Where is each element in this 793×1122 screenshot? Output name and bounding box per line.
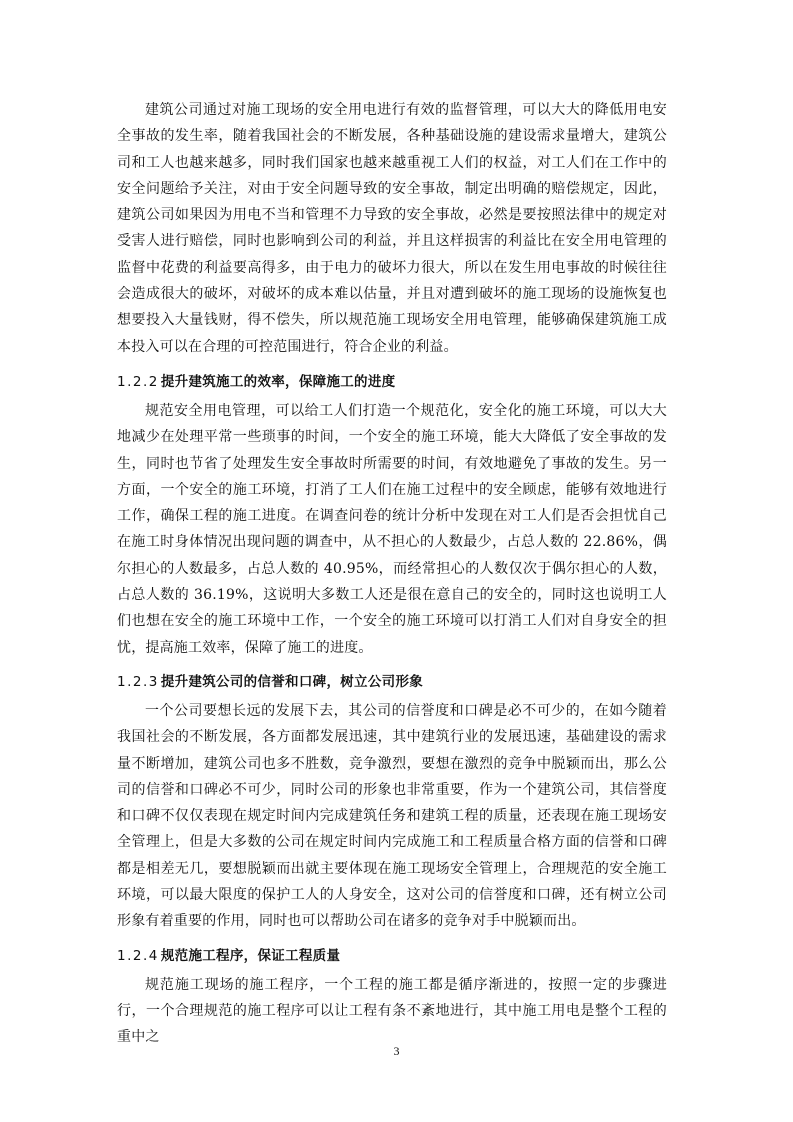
section-title: 提升建筑施工的效率，保障施工的进度	[160, 373, 396, 390]
section-number: 1.2.2	[117, 373, 159, 390]
paragraph-reputation: 一个公司要想长远的发展下去，其公司的信誉度和口碑是必不可少的，在如今随着我国社会的不断发展，各方面都发展迅速，其中建筑行业的发展迅速，基础建设的需求量不断增加，建筑公司也多不胜数，竞争激烈，要想在激烈的竞争中脱颖而出，那么公司的信誉和口碑必不可少，同时公司的形象也非常重要，作为一个建筑公司，其信誉度和口碑不仅仅表现在规定时间内完成建筑任务和建筑工程的质量，还表现在施工现场安全管理上，但是大多数的公司在规定时间内完成施工和工程质量合格方面的信誉和口碑都是相差无几，要想脱颖而出就主要体现在施工现场安全管理上，合理规范的安全施工环境，可以最大限度的保护工人的人身安全，这对公司的信誉度和口碑，还有树立公司形象有着重要的作用，同时也可以帮助公司在诸多的竞争对手中脱颖而出。	[117, 702, 667, 930]
paragraph-cost-control: 建筑公司通过对施工现场的安全用电进行有效的监督管理，可以大大的降低用电安全事故的发生率，随着我国社会的不断发展，各种基础设施的建设需求量增大，建筑公司和工人也越来越多，同时我们国家也越来越重视工人们的权益，对工人们在工作中的安全问题给予关注，对由于安全问题导致的安全事故，制定出明确的赔偿规定，因此，建筑公司如果因为用电不当和管理不力导致的安全事故，必然是要按照法律中的规定对受害人进行赔偿，同时也影响到公司的利益，并且这样损害的利益比在安全用电管理的监督中花费的利益要高得多，由于电力的破坏力很大，所以在发生用电事故的时候往往会造成很大的破坏，对破坏的成本难以估量，并且对遭到破坏的施工现场的设施恢复也想要投入大量钱财，得不偿失，所以规范施工现场安全用电管理，能够确保建筑施工成本投入可以在合理的可控范围进行，符合企业的利益。	[117, 102, 667, 355]
section-heading-1-2-4	[117, 946, 667, 966]
page-content	[117, 97, 667, 1051]
page-number: 3	[393, 1044, 400, 1058]
paragraph-efficiency: 规范安全用电管理，可以给工人们打造一个规范化，安全化的施工环境，可以大大地减少在处理平常一些琐事的时间，一个安全的施工环境，能大大降低了安全事故的发生，同时也节省了处理发生安全事故时所需要的时间，有效地避免了事故的发生。另一方面，一个安全的施工环境，打消了工人们在施工过程中的安全顾虑，能够有效地进行工作，确保工程的施工进度。在调查问卷的统计分析中发现在对工人们是否会担忧自己在施工时身体情况出现问题的调查中，从不担心的人数最少，占总人数的 22.86%，偶尔担心的人数最多，占总人数的 40.95%，而经常担心的人数仅次于偶尔担心的人数，占总人数的 36.19%，这说明大多数工人还是很在意自己的安全的，同时这也说明工人们也想在安全的施工环境中工作，一个安全的施工环境可以打消工人们对自身安全的担忧，提高施工效率，保障了施工的进度。	[117, 402, 667, 656]
section-heading-1-2-3	[117, 672, 667, 692]
section-title: 规范施工程序，保证工程质量	[160, 947, 341, 964]
paragraph-procedure: 规范施工现场的施工程序，一个工程的施工都是循序渐进的，按照一定的步骤进行，一个合理规范的施工程序可以让工程有条不紊地进行，其中施工用电是整个工程的重中之	[117, 976, 667, 1046]
section-title: 提升建筑公司的信誉和口碑，树立公司形象	[160, 673, 424, 690]
section-number: 1.2.3	[117, 673, 159, 690]
section-number: 1.2.4	[117, 947, 159, 964]
section-heading-1-2-2	[117, 372, 667, 392]
